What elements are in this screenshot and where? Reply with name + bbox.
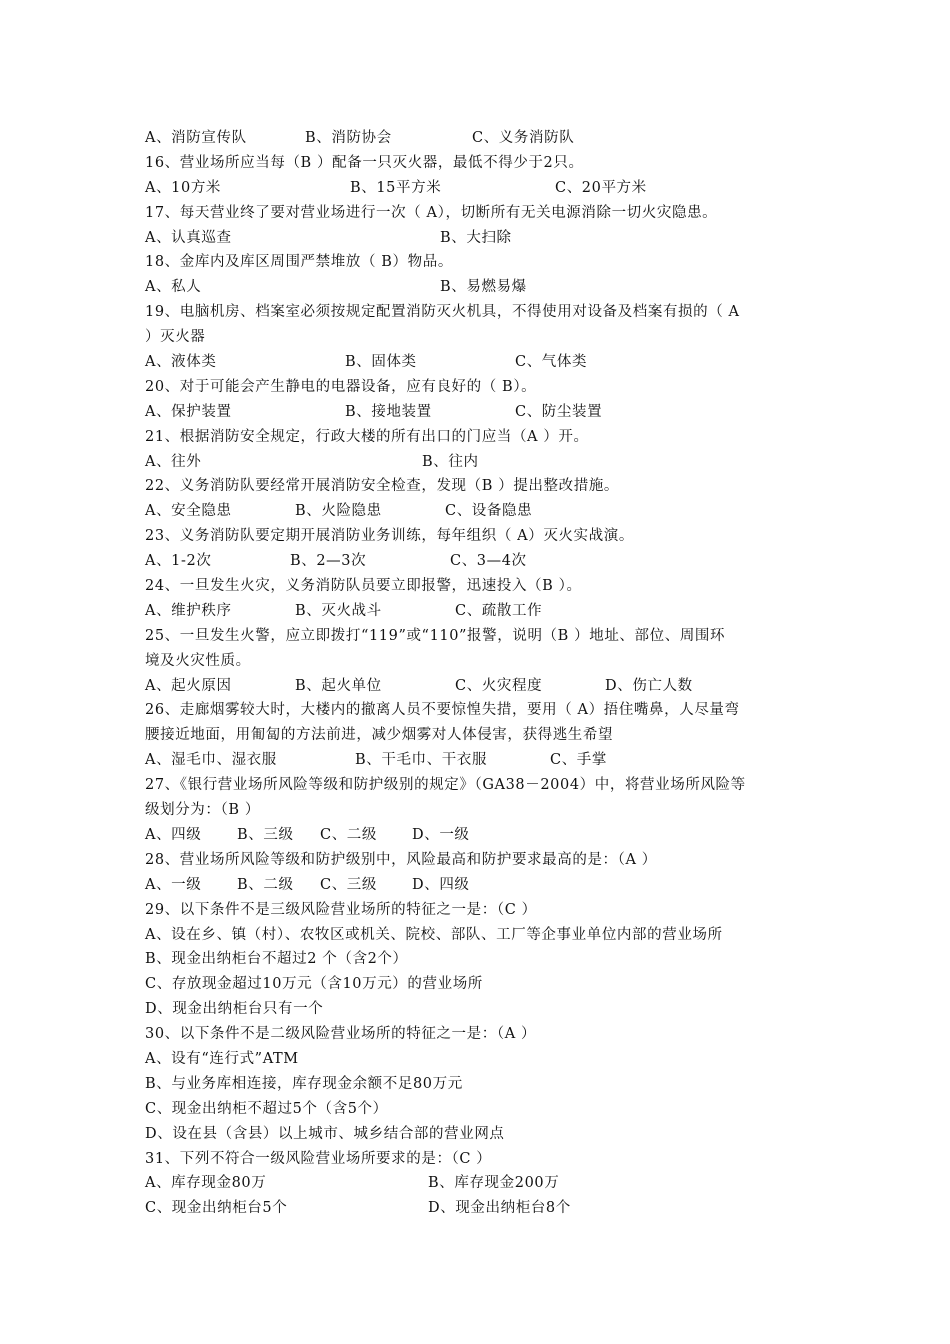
text-line: 16、营业场所应当每（B ）配备一只灭火器，最低不得少于2只。 — [145, 154, 584, 171]
answer-option: A、10方米 — [145, 179, 222, 196]
answer-option: B、固体类 — [345, 354, 417, 371]
answer-option: D、现金出纳柜台8个 — [428, 1200, 571, 1217]
answer-option: A、维护秩序 — [145, 602, 232, 619]
text-line: D、设在县（含县）以上城市、城乡结合部的营业网点 — [145, 1125, 505, 1142]
options-row — [145, 599, 825, 624]
answer-option: D、伤亡人数 — [605, 677, 693, 694]
answer-option: A、保护装置 — [145, 403, 232, 420]
answer-option: B、火险隐患 — [295, 503, 382, 520]
answer-option: B、消防协会 — [305, 130, 392, 146]
options-row — [145, 350, 825, 375]
text-line: 27、《银行营业场所风险等级和防护级别的规定》（GA38－2004）中，将营业场所风险等 — [145, 777, 746, 794]
answer-option: B、15平方米 — [350, 179, 442, 196]
answer-option: C、火灾程度 — [455, 677, 543, 694]
answer-option: A、安全隐患 — [145, 503, 232, 520]
answer-option: A、认真巡查 — [145, 229, 232, 246]
answer-option: D、一级 — [412, 826, 470, 843]
text-line: 31、下列不符合一级风险营业场所要求的是：（C ） — [145, 1150, 492, 1167]
options-row — [145, 400, 825, 425]
answer-option: A、四级 — [145, 826, 202, 843]
answer-option: C、3—4次 — [450, 553, 527, 570]
text-line: A、设有“连行式”ATM — [145, 1050, 299, 1067]
answer-option: A、库存现金80万 — [145, 1175, 267, 1192]
answer-option: B、库存现金200万 — [428, 1175, 560, 1192]
text-line: 腰接近地面，用匍匐的方法前进，减少烟雾对人体侵害，获得逃生希望 — [145, 727, 614, 744]
text-line: 19、电脑机房、档案室必须按规定配置消防灭火机具，不得使用对设备及档案有损的（ A — [145, 304, 740, 321]
text-line: 级划分为：（B ） — [145, 802, 260, 819]
answer-option: B、往内 — [422, 453, 479, 470]
answer-option: B、接地装置 — [345, 403, 432, 420]
options-row — [145, 549, 825, 574]
answer-option: C、20平方米 — [555, 179, 647, 196]
text-line: B、现金出纳柜台不超过2 个（含2个） — [145, 951, 408, 968]
options-row — [145, 499, 825, 524]
answer-option: C、现金出纳柜台5个 — [145, 1200, 288, 1217]
options-row — [145, 674, 825, 699]
options-row — [145, 823, 825, 848]
text-line: 28、营业场所风险等级和防护级别中，风险最高和防护要求最高的是：（A ） — [145, 851, 657, 868]
answer-option: D、四级 — [412, 876, 470, 893]
answer-option: B、2—3次 — [290, 553, 367, 570]
text-line: 24、一旦发生火灾，义务消防队员要立即报警，迅速投入（B ）。 — [145, 578, 582, 595]
text-line: B、与业务库相连接，库存现金余额不足80万元 — [145, 1075, 463, 1092]
text-line: D、现金出纳柜台只有一个 — [145, 1001, 324, 1018]
answer-option: B、灭火战斗 — [295, 602, 382, 619]
options-row — [145, 226, 825, 251]
text-line: 30、以下条件不是二级风险营业场所的特征之一是：（A ） — [145, 1026, 537, 1043]
answer-option: C、义务消防队 — [472, 130, 575, 146]
answer-option: C、气体类 — [515, 354, 588, 371]
text-line: 18、金库内及库区周围严禁堆放（ B）物品。 — [145, 254, 453, 271]
text-line: 21、根据消防安全规定，行政大楼的所有出口的门应当（A ）开。 — [145, 428, 589, 445]
text-line: 22、义务消防队要经常开展消防安全检查，发现（B ）提出整改措施。 — [145, 478, 620, 495]
answer-option: B、易燃易爆 — [440, 279, 527, 296]
options-row — [145, 275, 825, 300]
answer-option: A、往外 — [145, 453, 202, 470]
answer-option: A、湿毛巾、湿衣服 — [145, 752, 277, 769]
text-line: A、设在乡、镇（村）、农牧区或机关、院校、部队、工厂等企事业单位内部的营业场所 — [145, 926, 723, 943]
text-line: 23、义务消防队要定期开展消防业务训练，每年组织（ A）灭火实战演。 — [145, 528, 634, 545]
text-line: 20、对于可能会产生静电的电器设备，应有良好的（ B）。 — [145, 378, 537, 395]
document-page — [145, 126, 825, 1221]
options-row — [145, 176, 825, 201]
text-line: 17、每天营业终了要对营业场进行一次（ A），切断所有无关电源消除一切火灾隐患。 — [145, 204, 718, 221]
answer-option: B、大扫除 — [440, 229, 512, 246]
answer-option: C、二级 — [320, 826, 377, 843]
options-row — [145, 450, 825, 475]
text-line: 25、一旦发生火警，应立即拨打“119”或“110”报警，说明（B ）地址、部位、周围环 — [145, 627, 726, 644]
answer-option: A、消防宣传队 — [145, 130, 247, 146]
options-row — [145, 748, 825, 773]
answer-option: B、三级 — [237, 826, 294, 843]
answer-option: C、设备隐患 — [445, 503, 533, 520]
options-row — [145, 1196, 825, 1221]
text-line: C、现金出纳柜不超过5个（含5个） — [145, 1100, 388, 1117]
options-row — [145, 126, 825, 151]
text-line: 26、走廊烟雾较大时，大楼内的撤离人员不要惊惶失措，要用（ A）捂住嘴鼻，人尽量弯 — [145, 702, 740, 719]
answer-option: C、三级 — [320, 876, 377, 893]
answer-option: A、私人 — [145, 279, 202, 296]
answer-option: A、液体类 — [145, 354, 217, 371]
answer-option: A、一级 — [145, 876, 202, 893]
text-line: C、存放现金超过10万元（含10万元）的营业场所 — [145, 976, 483, 993]
answer-option: B、二级 — [237, 876, 294, 893]
answer-option: C、防尘装置 — [515, 403, 603, 420]
options-row — [145, 1171, 825, 1196]
answer-option: B、起火单位 — [295, 677, 382, 694]
answer-option: B、干毛巾、干衣服 — [355, 752, 488, 769]
text-line: ）灭火器 — [145, 329, 206, 346]
answer-option: C、手掌 — [550, 752, 607, 769]
answer-option: A、1-2次 — [145, 553, 212, 570]
options-row — [145, 873, 825, 898]
text-line: 29、以下条件不是三级风险营业场所的特征之一是：（C ） — [145, 901, 537, 918]
text-line: 境及火灾性质。 — [145, 652, 251, 669]
answer-option: C、疏散工作 — [455, 602, 543, 619]
answer-option: A、起火原因 — [145, 677, 232, 694]
